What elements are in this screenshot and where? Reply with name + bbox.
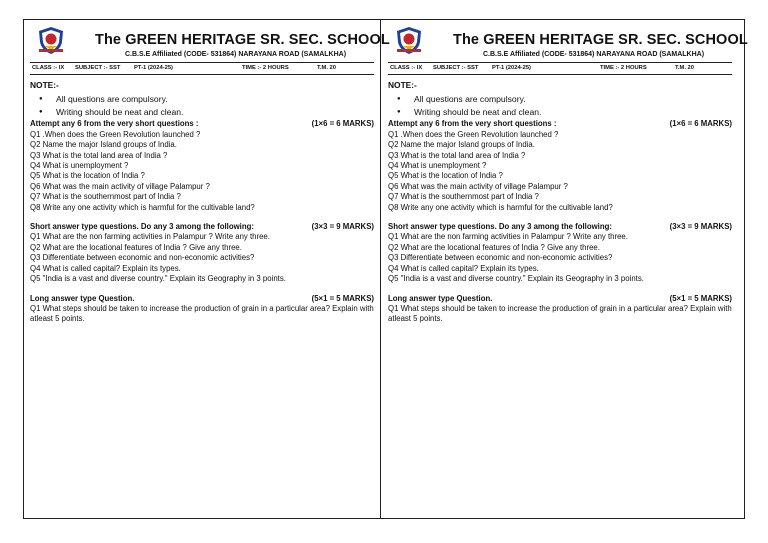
school-logo-icon [36, 25, 66, 55]
question-item: Q1 What are the non farming activities in Palampur ? Write any three. [30, 232, 270, 242]
paper-body [30, 75, 374, 325]
section-b-title: Short answer type questions. Do any 3 among the following: [30, 222, 254, 232]
question-item: Q5 "India is a vast and diverse country." Explain its Geography in 3 points. [30, 274, 286, 284]
section-b-heading [30, 222, 374, 232]
section-a-marks: (1×6 = 6 MARKS) [669, 119, 732, 129]
test-label: PT-1 (2024-25) [134, 65, 173, 71]
class-label: CLASS :- IX [390, 65, 423, 71]
instruction-list [30, 93, 374, 119]
question-item: Q1 .When does the Green Revolution launched ? [388, 129, 559, 139]
question-item: Q4 What is unemployment ? [30, 161, 129, 171]
paper-header [388, 19, 748, 75]
section-b-heading [388, 222, 732, 232]
section-c-title: Long answer type Question. [388, 293, 493, 303]
affiliation-line: C.B.S.E Affiliated (CODE- 531864) NARAYANA ROAD (SAMALKHA) [483, 51, 705, 58]
section-a-heading [388, 119, 732, 129]
question-item: Q3 What is the total land area of India ? [30, 150, 168, 160]
school-name: The GREEN HERITAGE SR. SEC. SCHOOL [95, 32, 390, 48]
question-item: Q1 What are the non farming activities in Palampur ? Write any three. [388, 232, 628, 242]
question-item: Q6 What was the main activity of village Palampur ? [388, 181, 568, 191]
question-item: Q2 What are the locational features of India ? Give any three. [30, 242, 242, 252]
question-item: Q3 What is the total land area of India ? [388, 150, 526, 160]
question-item: Q8 Write any one activity which is harmful for the cultivable land? [30, 202, 255, 212]
paper-body [388, 75, 732, 325]
section-c-heading [388, 294, 732, 304]
instruction-list [388, 93, 732, 119]
exam-meta-row [30, 62, 374, 74]
note-heading: NOTE:- [30, 80, 59, 90]
question-item: Q5 What is the location of India ? [30, 171, 145, 181]
question-item: Q5 "India is a vast and diverse country." Explain its Geography in 3 points. [388, 274, 644, 284]
school-name: The GREEN HERITAGE SR. SEC. SCHOOL [453, 32, 748, 48]
total-marks-label: T.M. 20 [675, 65, 695, 71]
test-label: PT-1 (2024-25) [492, 65, 531, 71]
paper-header [30, 19, 390, 75]
section-a-marks: (1×6 = 6 MARKS) [311, 119, 374, 129]
instruction-item: ● All questions are compulsory. [414, 93, 732, 106]
section-c-marks: (5×1 = 5 MARKS) [669, 293, 732, 303]
question-item: Q1 What steps should be taken to increase the production of grain in a particular area? Explain with atleast 5 points. [30, 303, 374, 324]
section-b-title: Short answer type questions. Do any 3 among the following: [388, 222, 612, 232]
affiliation-line: C.B.S.E Affiliated (CODE- 531864) NARAYANA ROAD (SAMALKHA) [125, 51, 347, 58]
total-marks-label: T.M. 20 [317, 65, 337, 71]
class-label: CLASS :- IX [32, 65, 65, 71]
school-logo-icon [394, 25, 424, 55]
section-c-marks: (5×1 = 5 MARKS) [311, 293, 374, 303]
question-item: Q1 What steps should be taken to increase the production of grain in a particular area? Explain with atleast 5 points. [388, 303, 732, 324]
instruction-item: ● All questions are compulsory. [56, 93, 374, 106]
section-a-title: Attempt any 6 from the very short questions : [388, 119, 557, 129]
section-a-heading [30, 119, 374, 129]
question-item: Q6 What was the main activity of village Palampur ? [30, 181, 210, 191]
question-paper-left [23, 19, 390, 519]
question-item: Q7 What is the southernmost part of India ? [388, 192, 539, 202]
question-item: Q5 What is the location of India ? [388, 171, 503, 181]
question-item: Q8 Write any one activity which is harmful for the cultivable land? [388, 202, 613, 212]
question-item: Q2 Name the major Island groups of India. [30, 140, 177, 150]
question-paper-right [381, 19, 748, 519]
section-c-heading [30, 294, 374, 304]
section-c-title: Long answer type Question. [30, 293, 135, 303]
subject-label: SUBJECT :- SST [75, 65, 121, 71]
section-b-marks: (3×3 = 9 MARKS) [669, 222, 732, 232]
question-item: Q1 .When does the Green Revolution launched ? [30, 129, 201, 139]
instruction-item: ● Writing should be neat and clean. [414, 106, 732, 119]
question-item: Q4 What is called capital? Explain its types. [30, 263, 181, 273]
question-item: Q3 Differentiate between economic and non-economic activities? [30, 253, 255, 263]
question-item: Q3 Differentiate between economic and non-economic activities? [388, 253, 613, 263]
time-label: TIME :- 2 HOURS [242, 65, 289, 71]
note-heading: NOTE:- [388, 80, 417, 90]
section-a-title: Attempt any 6 from the very short questions : [30, 119, 199, 129]
question-item: Q7 What is the southernmost part of India ? [30, 192, 181, 202]
question-item: Q4 What is called capital? Explain its types. [388, 263, 539, 273]
instruction-item: ● Writing should be neat and clean. [56, 106, 374, 119]
question-item: Q4 What is unemployment ? [388, 161, 487, 171]
question-item: Q2 Name the major Island groups of India. [388, 140, 535, 150]
exam-meta-row [388, 62, 732, 74]
time-label: TIME :- 2 HOURS [600, 65, 647, 71]
subject-label: SUBJECT :- SST [433, 65, 479, 71]
section-b-marks: (3×3 = 9 MARKS) [311, 222, 374, 232]
question-item: Q2 What are the locational features of India ? Give any three. [388, 242, 600, 252]
